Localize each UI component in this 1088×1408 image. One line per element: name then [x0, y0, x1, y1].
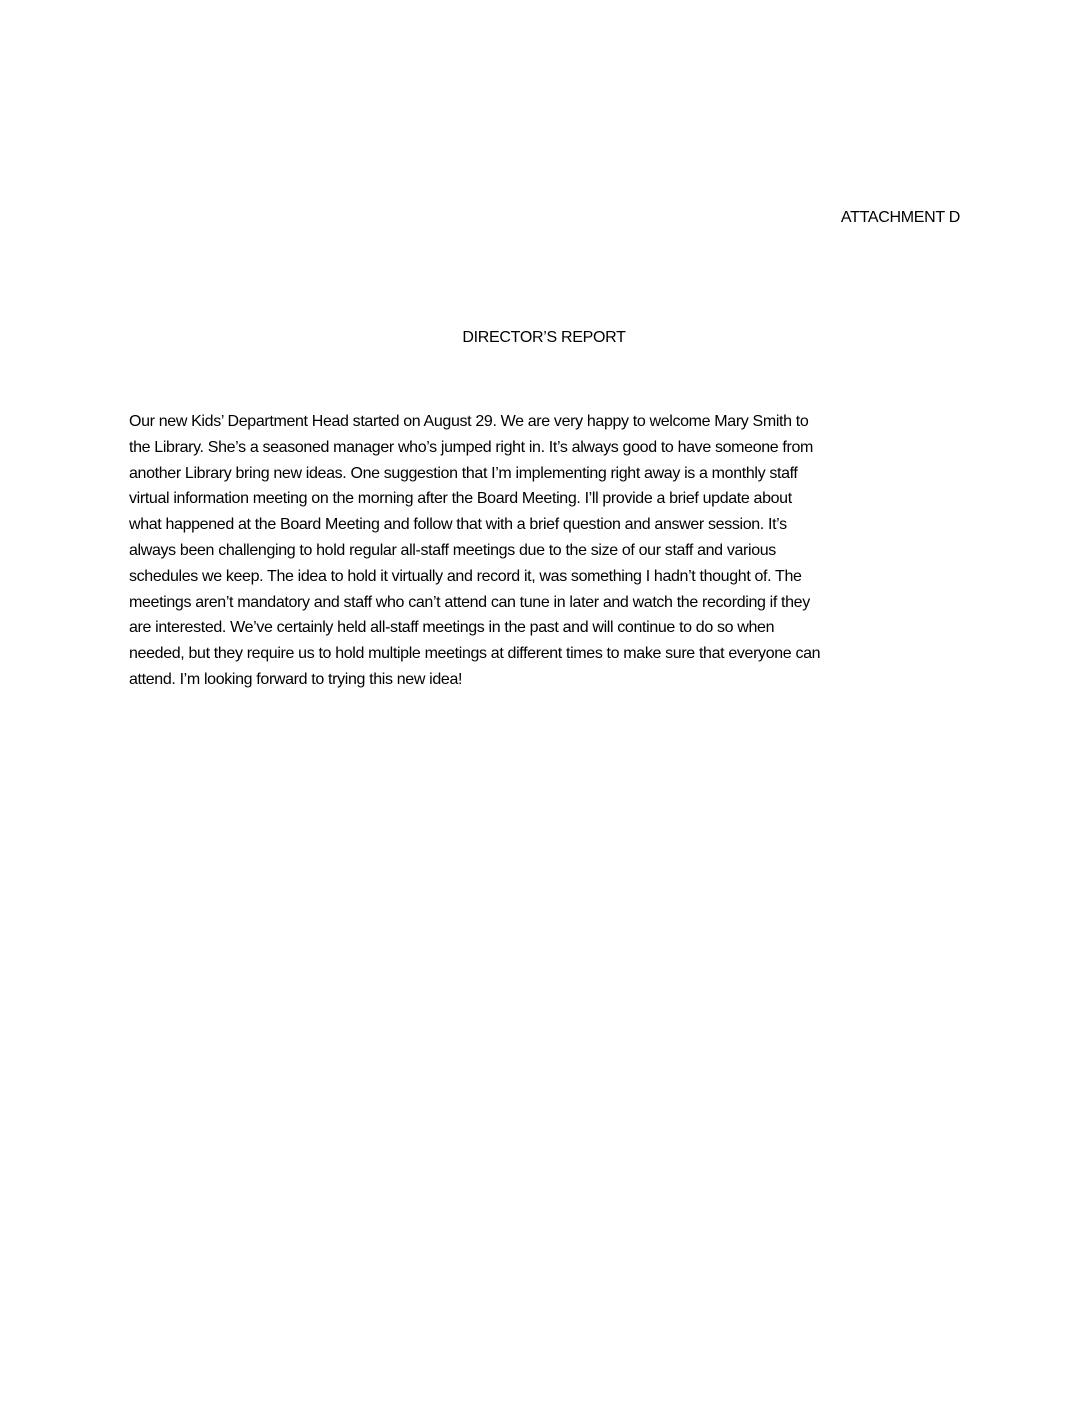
attachment-label: ATTACHMENT D — [840, 209, 960, 226]
report-body — [129, 409, 969, 693]
body-line: meetings aren’t mandatory and staff who can’t attend can tune in later and watch the recording if they — [129, 593, 810, 611]
body-line: another Library bring new ideas. One suggestion that I’m implementing right away is a monthly staff — [129, 464, 798, 482]
body-line: the Library. She’s a seasoned manager who’s jumped right in. It’s always good to have someone from — [129, 438, 814, 456]
body-line: Our new Kids’ Department Head started on August 29. We are very happy to welcome Mary Smith to — [129, 413, 809, 430]
body-line: are interested. We’ve certainly held all-staff meetings in the past and will continue to do so when — [129, 619, 775, 637]
body-line: always been challenging to hold regular all-staff meetings due to the size of our staff and various — [129, 541, 776, 559]
body-line: what happened at the Board Meeting and follow that with a brief question and answer session. It’s — [129, 516, 787, 534]
body-line: attend. I’m looking forward to trying this new idea! — [129, 670, 463, 688]
body-line: needed, but they require us to hold multiple meetings at different times to make sure that everyone can — [129, 645, 821, 663]
body-line: schedules we keep. The idea to hold it virtually and record it, was something I hadn’t thought of. The — [129, 567, 802, 585]
report-title: DIRECTOR’S REPORT — [462, 329, 626, 346]
body-line: virtual information meeting on the morning after the Board Meeting. I’ll provide a brief update about — [129, 490, 792, 508]
